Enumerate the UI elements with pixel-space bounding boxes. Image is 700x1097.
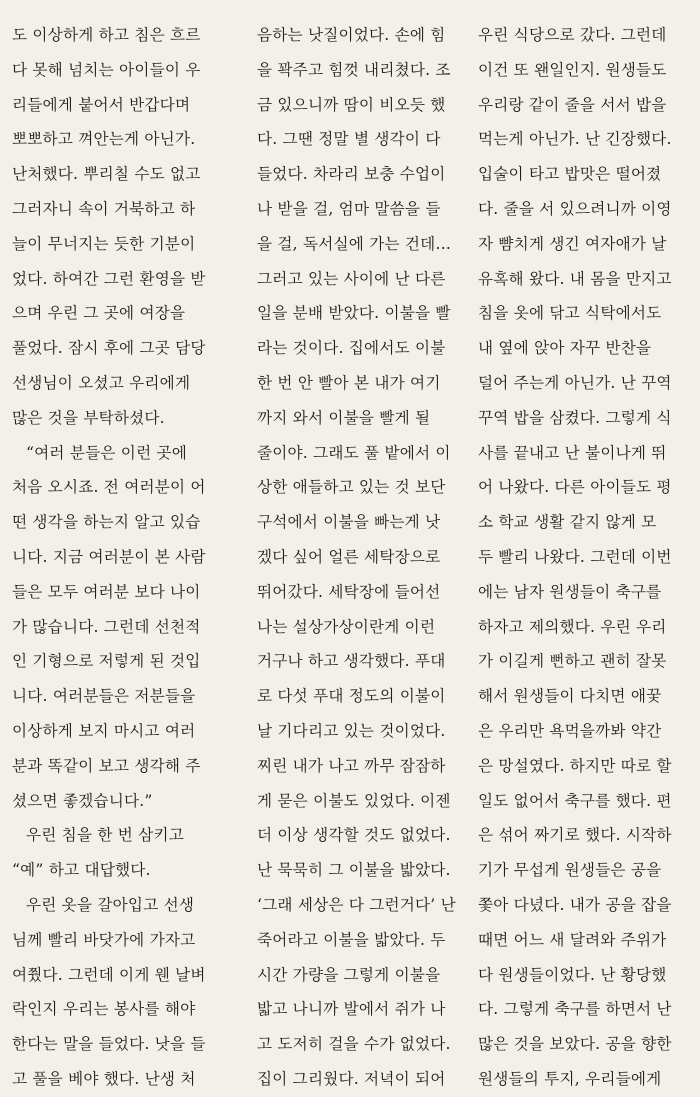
text-line: 인 기형으로 저렇게 된 것입: [12, 652, 201, 671]
text-line: 상한 애들하고 있는 것 보단: [257, 478, 446, 497]
text-line: 쫓아 다녔다. 내가 공을 잡을: [478, 895, 672, 914]
text-line: 을 걸, 독서실에 가는 건데…: [257, 234, 452, 253]
text-line: 나는 설상가상이란게 이런: [257, 617, 436, 636]
text-line: 우리랑 같이 줄을 서서 밥을: [478, 95, 667, 114]
text-line: 난처했다. 뿌리칠 수도 없고: [12, 165, 201, 184]
text-line: 은 우리만 욕먹을까봐 약간: [478, 721, 662, 740]
text-line: 까지 와서 이불을 빨게 될: [257, 408, 431, 427]
text-line: 다. 그땐 정말 별 생각이 다: [257, 130, 441, 149]
text-line: 고 도저히 걸을 수가 없었다.: [257, 1035, 451, 1054]
text-line: 가 많습니다. 그런데 선천적: [12, 617, 201, 636]
text-line: 먹는게 아닌가. 난 긴장했다.: [478, 130, 672, 149]
text-line: 셨으면 좋겠습니다.”: [12, 791, 153, 810]
text-line: 하자고 제의했다. 우린 우리: [478, 617, 667, 636]
text-line: 찌린 내가 나고 까무 잠잠하: [257, 756, 446, 775]
text-line: 었다. 하여간 그런 환영을 받: [12, 269, 206, 288]
text-line: 떤 생각을 하는지 알고 있습: [12, 513, 201, 532]
text-line: 락인지 우리는 봉사를 해야: [12, 1000, 196, 1019]
text-line: 사를 끝내고 난 불이나게 뛰: [478, 443, 667, 462]
text-line: 은 망설였다. 하지만 따로 할: [478, 756, 672, 775]
text-line: 분과 똑같이 보고 생각해 주: [12, 756, 201, 775]
text-line: ‘그래 세상은 다 그런거다’ 난: [257, 895, 456, 914]
text-line: 나 받을 걸, 엄마 말씀을 들: [257, 199, 441, 218]
text-line: 겠다 싶어 얼른 세탁장으로: [257, 547, 441, 566]
text-line: 처음 오시죠. 전 여러분이 어: [12, 478, 206, 497]
text-line: 을 꽉주고 힘껏 내리쳤다. 조: [257, 60, 451, 79]
text-line: 일을 분배 받았다. 이불을 빨: [257, 304, 451, 323]
text-line: 집이 그리웠다. 저녁이 되어: [257, 1069, 446, 1088]
text-line: 다 못해 넘치는 아이들이 우: [12, 60, 201, 79]
text-line: 이건 또 왠일인지. 원생들도: [478, 60, 667, 79]
text-line: 거구나 하고 생각했다. 푸대: [257, 652, 446, 671]
text-line: 그러고 있는 사이에 난 다른: [257, 269, 446, 288]
text-line: 입술이 타고 밥맛은 떨어졌: [478, 165, 662, 184]
text-line: “예” 하고 대답했다.: [12, 861, 151, 880]
text-line: 더 이상 생각할 것도 없었다.: [257, 826, 451, 845]
text-column-2: [257, 18, 471, 1097]
text-line: 음하는 낫질이었다. 손에 힘: [257, 26, 446, 44]
text-line: 해서 원생들이 다치면 애꿎: [478, 687, 662, 706]
text-line: 소 학교 생활 같지 않게 모: [478, 513, 657, 532]
text-line: 은 섞어 짜기로 했다. 시작하: [478, 826, 672, 845]
text-line: 한다는 말을 들었다. 낫을 들: [12, 1035, 206, 1054]
text-line: 이상하게 보지 마시고 여러: [12, 721, 196, 740]
text-line: 다. 줄을 서 있으려니까 이영: [478, 199, 672, 218]
text-line: 내 옆에 앉아 자꾸 반찬을: [478, 339, 652, 358]
text-line: 선생님이 오셨고 우리에게: [12, 373, 191, 392]
text-line: 라는 것이다. 집에서도 이불: [257, 339, 446, 358]
text-line: 으며 우린 그 곳에 여장을: [12, 304, 186, 323]
text-line: 구석에서 이불을 빠는게 낫: [257, 513, 441, 532]
text-line: 로 다섯 푸대 정도의 이불이: [257, 687, 446, 706]
text-line: 꾸역 밥을 삼켰다. 그렇게 식: [478, 408, 672, 427]
text-line: 리들에게 붙어서 반갑다며: [12, 95, 191, 114]
text-line: 우린 침을 한 번 삼키고: [26, 826, 184, 845]
text-line: 자 뺨치게 생긴 여자애가 날: [478, 234, 667, 253]
text-column-1: [12, 18, 234, 1097]
text-line: 난 묵묵히 그 이불을 밟았다.: [257, 861, 451, 880]
text-line: 많은 것을 부탁하셨다.: [12, 408, 165, 427]
text-line: 그러자니 속이 거북하고 하: [12, 199, 196, 218]
text-line: 시간 가량을 그렇게 이불을: [257, 965, 441, 984]
text-line: 도 이상하게 하고 침은 흐르: [12, 26, 201, 44]
text-line: 밟고 나니까 발에서 쥐가 나: [257, 1000, 446, 1019]
text-line: 우린 식당으로 갔다. 그런데: [478, 26, 667, 44]
text-line: 에는 남자 원생들이 축구를: [478, 582, 662, 601]
text-line: 게 묻은 이불도 있었다. 이젠: [257, 791, 451, 810]
text-line: 고 풀을 베야 했다. 난생 처: [12, 1069, 196, 1088]
text-line: 들은 모두 여러분 보다 나이: [12, 582, 201, 601]
text-line: 죽어라고 이불을 밟았다. 두: [257, 930, 446, 949]
text-line: 우린 옷을 갈아입고 선생: [26, 895, 195, 914]
text-line: 일도 없어서 축구를 했다. 편: [478, 791, 672, 810]
text-line: 풀었다. 잠시 후에 그곳 담당: [12, 339, 206, 358]
text-line: 날 기다리고 있는 것이었다.: [257, 721, 446, 740]
text-line: 님께 빨리 바닷가에 가자고: [12, 930, 196, 949]
text-line: 한 번 안 빨아 본 내가 여기: [257, 373, 441, 392]
text-line: 들었다. 차라리 보충 수업이: [257, 165, 446, 184]
text-line: 두 빨리 나왔다. 그런데 이번: [478, 547, 672, 566]
text-line: 다 원생들이었다. 난 황당했: [478, 965, 667, 984]
text-line: 기가 무섭게 원생들은 공을: [478, 861, 662, 880]
text-line: 때면 어느 새 달려와 주위가: [478, 930, 667, 949]
text-line: 가 이길게 뻔하고 괜히 잘못: [478, 652, 667, 671]
text-line: 줄이야. 그래도 풀 밭에서 이: [257, 443, 451, 462]
text-line: 원생들의 투지, 우리들에게: [478, 1069, 662, 1088]
text-line: 니다. 지금 여러분이 본 사람: [12, 547, 206, 566]
text-line: 유혹해 왔다. 내 몸을 만지고: [478, 269, 672, 288]
text-line: 니다. 여러분들은 저분들을: [12, 687, 196, 706]
text-line: 늘이 무너지는 듯한 기분이: [12, 234, 196, 253]
text-line: 덜어 주는게 아닌가. 난 꾸역: [478, 373, 672, 392]
text-line: 뽀뽀하고 껴안는게 아닌가.: [12, 130, 196, 149]
text-column-3: [478, 18, 690, 1097]
text-line: 뛰어갔다. 세탁장에 들어선: [257, 582, 441, 601]
text-line: 어 나왔다. 다른 아이들도 평: [478, 478, 672, 497]
text-line: 다. 그렇게 축구를 하면서 난: [478, 1000, 672, 1019]
text-line: 금 있으니까 땀이 비오듯 했: [257, 95, 446, 114]
text-line: 침을 옷에 닦고 식탁에서도: [478, 304, 662, 323]
text-line: 여쭸다. 그런데 이게 웬 날벼: [12, 965, 206, 984]
text-line: 많은 것을 보았다. 공을 향한: [478, 1035, 672, 1054]
text-line: “여러 분들은 이런 곳에: [26, 443, 188, 462]
